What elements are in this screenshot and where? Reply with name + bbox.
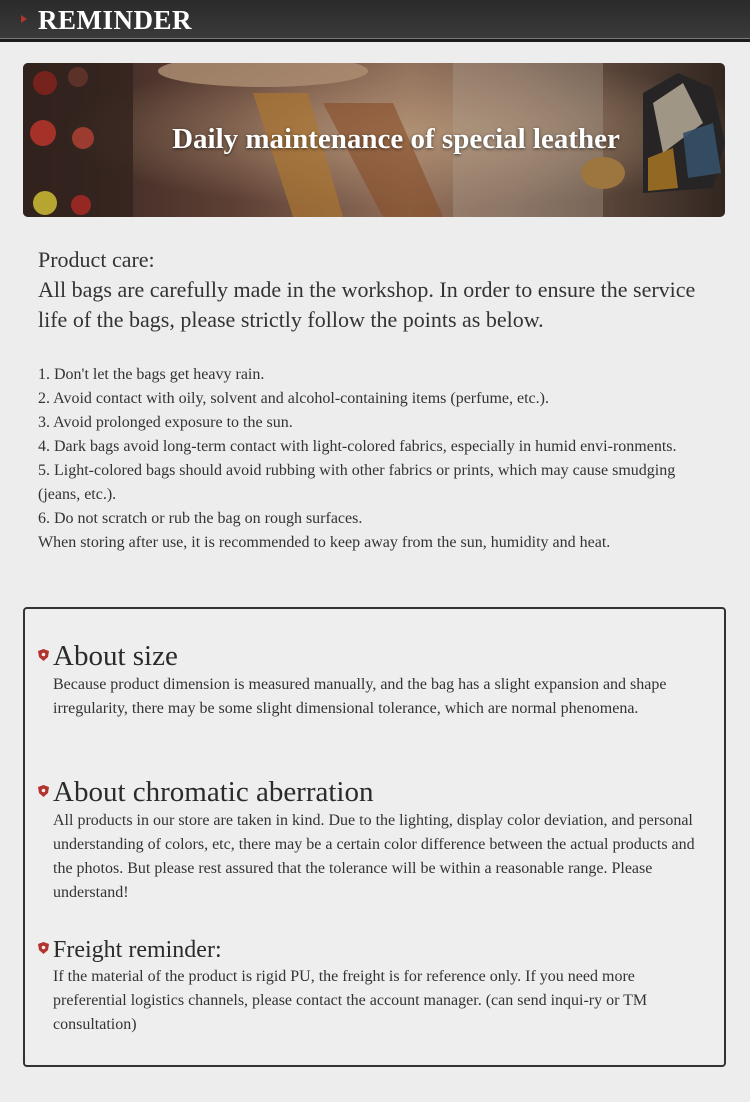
about-size-section	[38, 639, 710, 721]
section-body: If the material of the product is rigid PU, the freight is for reference only. If you need more preferential logistics channels, please contact the account manager. (can send inqui-ry or TM consultation)	[53, 968, 648, 1033]
list-item: 2. Avoid contact with oily, solvent and alcohol-containing items (perfume, etc.).	[38, 390, 549, 407]
shield-icon	[38, 649, 49, 661]
list-item: 4. Dark bags avoid long-term contact with light-colored fabrics, especially in humid envi-ronments.	[38, 438, 677, 455]
section-title: Freight reminder:	[53, 937, 222, 963]
chromatic-aberration-section	[38, 775, 710, 905]
product-care-heading: Product care:	[38, 247, 155, 272]
section-body: All products in our store are taken in kind. Due to the lighting, display color deviation, and personal understanding of colors, etc, there may be a certain color difference between the actual products and the photos. But please rest assured that the tolerance will be within a reasonable range. Please understand!	[53, 812, 695, 901]
header-title: REMINDER	[38, 5, 193, 35]
notice-box	[23, 607, 726, 1067]
section-title: About chromatic aberration	[53, 776, 374, 808]
header-bar	[0, 0, 750, 38]
list-item: 5. Light-colored bags should avoid rubbing with other fabrics or prints, which may cause smudging (jeans, etc.).	[38, 462, 676, 503]
section-title: About size	[53, 640, 178, 672]
freight-reminder-section	[38, 933, 710, 1037]
triangle-right-icon	[21, 15, 27, 23]
product-care-intro: All bags are carefully made in the workshop. In order to ensure the service life of the bags, please strictly follow the points as below.	[38, 277, 696, 332]
list-item: When storing after use, it is recommended to keep away from the sun, humidity and heat.	[38, 534, 611, 551]
section-body: Because product dimension is measured manually, and the bag has a slight expansion and shape irregularity, there may be some slight dimensional tolerance, which are normal phenomena.	[53, 676, 667, 717]
list-item: 3. Avoid prolonged exposure to the sun.	[38, 414, 293, 431]
list-item: 1. Don't let the bags get heavy rain.	[38, 366, 265, 383]
shield-icon	[38, 942, 49, 954]
list-item: 6. Do not scratch or rub the bag on rough surfaces.	[38, 510, 363, 527]
banner-title: Daily maintenance of special leather	[172, 123, 620, 155]
header-divider	[0, 38, 750, 42]
shield-icon	[38, 785, 49, 797]
care-instructions-list	[38, 363, 718, 555]
banner-image	[23, 63, 725, 217]
